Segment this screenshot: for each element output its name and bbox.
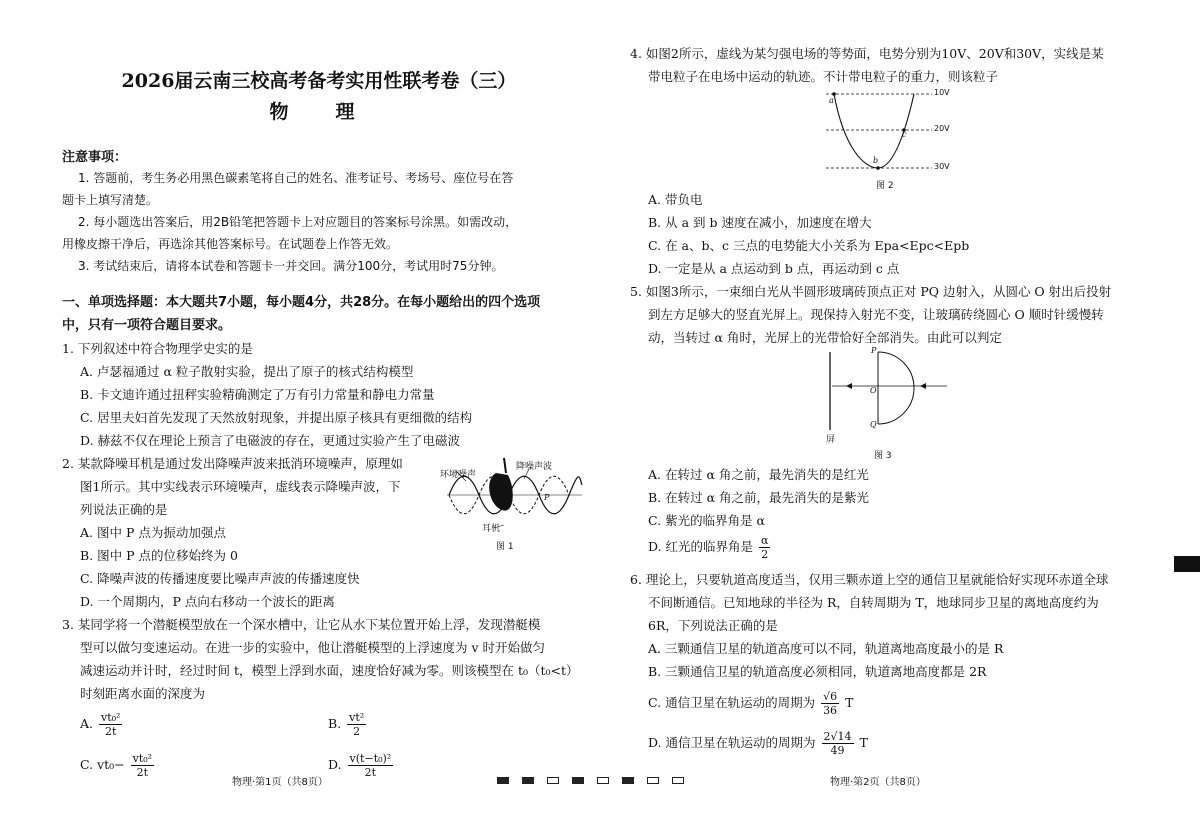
q2-stem: 图1所示。其中实线表示环境噪声，虚线表示降噪声波，下 bbox=[80, 479, 401, 494]
q3-stem: 型可以做匀变速运动。在进一步的实验中，他让潜艇模型的上浮速度为 v 时开始做匀 bbox=[80, 640, 546, 655]
q1-option-a: A. 卢瑟福通过 α 粒子散射实验，提出了原子的核式结构模型 bbox=[80, 364, 414, 379]
page-indicator bbox=[522, 777, 534, 784]
q6-option-d: D. 通信卫星在轨运动的周期为 $\frac{2√14}{49}$ T bbox=[648, 730, 868, 757]
page-footer-left: 物理·第1页（共8页） bbox=[232, 777, 328, 788]
figure-2-label-30v: 30V bbox=[934, 162, 950, 171]
notice-line: 3. 考试结束后，请将本试卷和答题卡一并交回。满分100分，考试用时75分钟。 bbox=[78, 259, 504, 273]
q2-option-d: D. 一个周期内，P 点向右移动一个波长的距离 bbox=[80, 594, 335, 609]
figure-2-label-20v: 20V bbox=[934, 124, 950, 133]
q2-option-b: B. 图中 P 点的位移始终为 0 bbox=[80, 548, 238, 563]
edge-marker bbox=[1174, 556, 1200, 572]
q3-option-b: B. $\frac{\text{vt²}}{2}$ bbox=[328, 711, 365, 738]
q4-option-d: D. 一定是从 a 点运动到 b 点，再运动到 c 点 bbox=[648, 261, 900, 276]
fraction: $\frac{\text{vt₀²}}{2t}$ bbox=[132, 752, 153, 779]
figure-3-label-o: O bbox=[870, 386, 877, 395]
q4-option-b: B. 从 a 到 b 速度在减小，加速度在增大 bbox=[648, 215, 872, 230]
exam-title: 2026届云南三校高考备考实用性联考卷（三） bbox=[121, 70, 517, 92]
figure-1 bbox=[440, 455, 584, 552]
q2-option-c: C. 降噪声波的传播速度要比噪声声波的传播速度快 bbox=[80, 571, 360, 586]
figure-2-caption: 图 2 bbox=[876, 181, 894, 191]
q5-stem: 到左方足够大的竖直光屏上。现保持入射光不变，让玻璃砖绕圆心 O 顺时针缓慢转 bbox=[648, 307, 1104, 322]
q6-stem: 6. 理论上，只要轨道高度适当，仅用三颗赤道上空的通信卫星就能恰好实现环赤道全球 bbox=[630, 572, 1109, 587]
page-footer-right: 物理·第2页（共8页） bbox=[830, 777, 926, 788]
notice-line: 2. 每小题选出答案后，用2B铅笔把答题卡上对应题目的答案标号涂黑。如需改动， bbox=[78, 215, 518, 229]
q5-stem: 动，当转过 α 角时，光屏上的光带恰好全部消失。由此可以判定 bbox=[648, 330, 1002, 345]
figure-3 bbox=[822, 346, 962, 462]
q4-option-c: C. 在 a、b、c 三点的电势能大小关系为 Epa<Epc<Epb bbox=[648, 238, 970, 253]
figure-3-label-p: P bbox=[871, 346, 877, 355]
figure-3-label-screen: 屏 bbox=[826, 435, 836, 445]
q3-stem: 时刻距离水面的深度为 bbox=[80, 686, 206, 701]
q4-stem: 带电粒子在电场中运动的轨迹。不计带电粒子的重力，则该粒子 bbox=[648, 69, 999, 84]
q3-options-row bbox=[62, 711, 576, 738]
q5-option-b: B. 在转过 α 角之前，最先消失的是紫光 bbox=[648, 490, 870, 505]
q5-stem: 5. 如图3所示，一束细白光从半圆形玻璃砖顶点正对 PQ 边射入，从圆心 O 射出后投射 bbox=[630, 284, 1112, 299]
notice-heading: 注意事项： bbox=[62, 150, 128, 165]
figure-3-drawing bbox=[822, 346, 962, 446]
figure-1-caption: 图 1 bbox=[496, 542, 514, 552]
fraction: $\frac{2√14}{49}$ bbox=[823, 730, 852, 757]
page-indicator bbox=[497, 777, 509, 784]
figure-2-point-b: b bbox=[873, 156, 879, 165]
figure-2 bbox=[824, 88, 964, 192]
q3-stem: 3. 某同学将一个潜艇模型放在一个深水槽中，让它从水下某位置开始上浮，发现潜艇模 bbox=[62, 617, 541, 632]
q6-option-b: B. 三颗通信卫星的轨道高度必须相同，轨道离地高度都是 2R bbox=[648, 664, 987, 679]
notice-line: 题卡上填写清楚。 bbox=[62, 193, 159, 207]
q4-stem: 4. 如图2所示，虚线为某匀强电场的等势面，电势分别为10V、20V和30V，实线是某 bbox=[630, 46, 1104, 61]
fraction: $\frac{\text{vt₀²}}{2t}$ bbox=[101, 711, 121, 738]
fraction: $\frac{\text{v(t−t₀)²}}{2t}$ bbox=[349, 752, 392, 779]
figure-1-label-noise: 降噪声波 bbox=[516, 462, 553, 472]
q6-option-c: C. 通信卫星在轨运动的周期为 $\frac{√6}{36}$ T bbox=[648, 690, 854, 717]
q4-option-a: A. 带负电 bbox=[648, 192, 703, 207]
q2-stem: 列说法正确的是 bbox=[80, 502, 168, 517]
exam-subject: 物 理 bbox=[269, 101, 369, 123]
q3-option-a: A. $\frac{\text{vt₀²}}{2t}$ bbox=[80, 711, 121, 738]
q5-option-c: C. 紫光的临界角是 α bbox=[648, 513, 765, 528]
figure-1-label-p: P bbox=[544, 493, 550, 502]
notice-line: 1. 答题前，考生务必用黑色碳素笔将自己的姓名、准考证号、考场号、座位号在答 bbox=[78, 171, 514, 185]
figure-2-label-10v: 10V bbox=[934, 88, 950, 97]
q3-option-c: C. vt₀− $\frac{\text{vt₀²}}{2t}$ bbox=[80, 752, 153, 779]
q6-option-a: A. 三颗通信卫星的轨道高度可以不同，轨道离地高度最小的是 R bbox=[648, 641, 1004, 656]
fraction: $\frac{√6}{36}$ bbox=[823, 690, 838, 717]
q2-option-a: A. 图中 P 点为振动加强点 bbox=[80, 525, 226, 540]
fraction: $\frac{\text{vt²}}{2}$ bbox=[349, 711, 365, 738]
figure-1-label-env: 环境噪声 bbox=[440, 470, 477, 480]
figure-3-label-q: Q bbox=[870, 420, 877, 429]
section-heading: 中，只有一项符合题目要求。 bbox=[62, 318, 232, 333]
figure-2-point-c: c bbox=[902, 130, 907, 139]
q1-option-d: D. 赫兹不仅在理论上预言了电磁波的存在，更通过实验产生了电磁波 bbox=[80, 433, 461, 448]
q3-stem: 减速运动并计时，经过时间 t，模型上浮到水面，速度恰好减为零。则该模型在 t₀（t₀<t） bbox=[80, 663, 579, 678]
figure-2-point-a: a bbox=[829, 96, 834, 105]
q1-option-c: C. 居里夫妇首先发现了天然放射现象，并提出原子核具有更细微的结构 bbox=[80, 410, 473, 425]
figure-1-label-ear: 耳机 bbox=[482, 524, 501, 534]
page-indicator bbox=[547, 777, 559, 784]
q6-stem: 6R，下列说法正确的是 bbox=[648, 618, 778, 633]
q2-stem: 2. 某款降噪耳机是通过发出降噪声波来抵消环境噪声，原理如 bbox=[62, 456, 403, 471]
q5-option-a: A. 在转过 α 角之前，最先消失的是红光 bbox=[648, 467, 869, 482]
section-heading: 一、单项选择题：本大题共7小题，每小题4分，共28分。在每小题给出的四个选项 bbox=[62, 295, 541, 310]
q5-option-d: D. 红光的临界角是 $\frac{\alpha}{2}$ bbox=[648, 534, 769, 561]
q1-stem: 1. 下列叙述中符合物理学史实的是 bbox=[62, 341, 253, 356]
q6-stem: 不间断通信。已知地球的半径为 R，自转周期为 T，地球同步卫星的离地高度约为 bbox=[648, 595, 1099, 610]
figure-3-caption: 图 3 bbox=[874, 451, 892, 461]
notice-line: 用橡皮擦干净后，再选涂其他答案标号。在试题卷上作答无效。 bbox=[62, 237, 399, 251]
q1-option-b: B. 卡文迪许通过扭秤实验精确测定了万有引力常量和静电力常量 bbox=[80, 387, 435, 402]
fraction: $\frac{\alpha}{2}$ bbox=[761, 534, 769, 561]
page-indicator bbox=[572, 777, 584, 784]
q3-option-d: D. $\frac{\text{v(t−t₀)²}}{2t}$ bbox=[328, 752, 392, 779]
